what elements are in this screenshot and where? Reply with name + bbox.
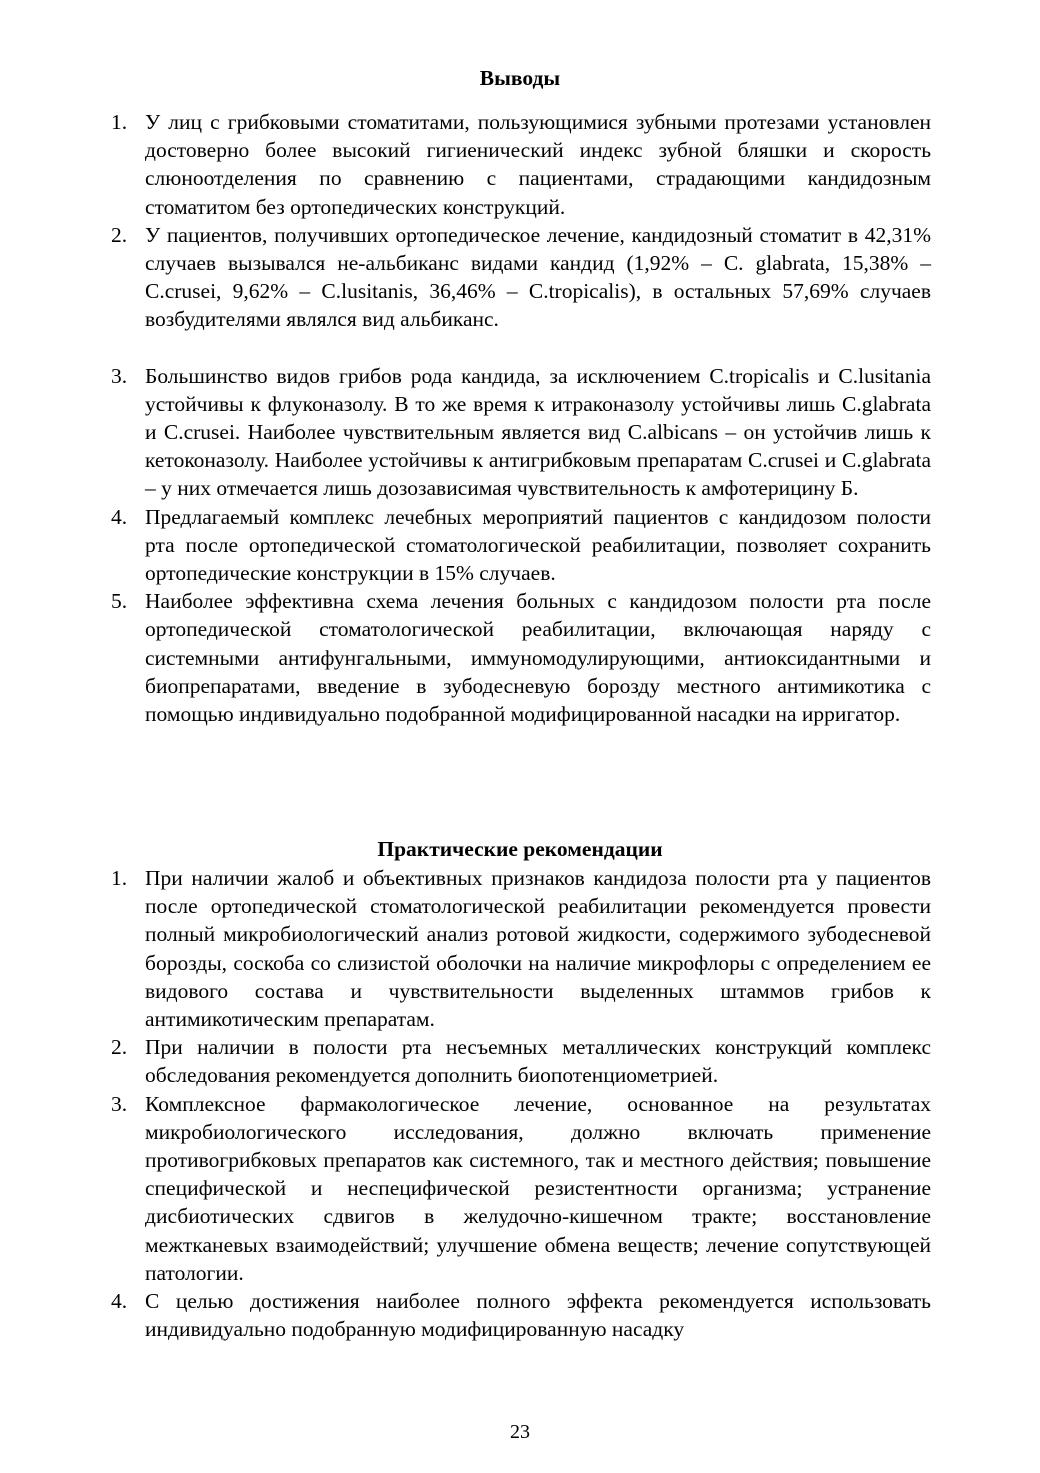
item-number: 3. xyxy=(111,363,128,388)
conclusions-list xyxy=(111,108,931,728)
item-text: Комплексное фармакологическое лечение, основанное на результатах микробиологического исследования, должно включать применение противогрибковых препаратов как системного, так и местного действия; повышение специфической и неспецифической резистентности организма; устранение дисбиотических сдвигов в желудочно-кишечном тракте; восстановление межтканевых взаимодействий; улучшение обмена веществ; лечение сопутствующей патологии. xyxy=(145,1091,931,1285)
item-number: 5. xyxy=(111,589,128,614)
list-item xyxy=(111,221,931,334)
item-number: 1. xyxy=(111,866,128,890)
item-number: 2. xyxy=(111,222,128,247)
item-text: Наиболее эффективна схема лечения больных с кандидозом полости рта после ортопедической стоматологической реабилитации, включающая наряду с системными антифунгальными, иммуномодулирующими, антиоксидантными и биопрепаратами, введение в зубодесневую борозду местного антимикотика с помощью индивидуально подобранной модифицированной насадки на ирригатор. xyxy=(145,589,931,727)
recommendations-list xyxy=(111,864,931,1343)
list-item xyxy=(111,1090,931,1287)
list-item xyxy=(111,362,931,503)
item-number: 3. xyxy=(111,1091,128,1116)
item-number: 2. xyxy=(111,1035,128,1060)
item-number: 4. xyxy=(111,1289,128,1314)
list-item xyxy=(111,1287,931,1343)
item-text: С целью достижения наиболее полного эффекта рекомендуется использовать индивидуально подобранную модифицированную насадку xyxy=(145,1289,931,1342)
list-item xyxy=(111,503,931,588)
item-text: У лиц с грибковыми стоматитами, пользующимися зубными протезами установлен достоверно более высокий гигиенический индекс зубной бляшки и скорость слюноотделения по сравнению с пациентами, страдающими кандидозным стоматитом без ортопедических конструкций. xyxy=(145,110,931,219)
item-number: 1. xyxy=(111,110,128,134)
recommendations-heading: Практические рекомендации xyxy=(377,837,663,861)
item-text: При наличии жалоб и объективных признаков кандидоза полости рта у пациентов после ортопедической стоматологической реабилитации рекомендуется провести полный микробиологический анализ ротовой жидкости, содержимого зубодесневой борозды, соскоба со слизистой оболочки на наличие микрофлоры с определением ее видового состава и чувствительности выделенных штаммов грибов к антимикотическим препаратам. xyxy=(145,866,931,1032)
page-number: 23 xyxy=(510,1421,530,1443)
list-item xyxy=(111,864,931,1033)
list-item xyxy=(111,108,931,221)
list-item xyxy=(111,587,931,728)
item-text: У пациентов, получивших ортопедическое лечение, кандидозный стоматит в 42,31% случаев вызывался не-альбиканс видами кандид (1,92% – C. glabrata, 15,38% – C.crusei, 9,62% – C.lusitanis, 36,46% – C.tropicalis), в остальных 57,69% случаев возбудителями являлся вид альбиканс. xyxy=(145,222,931,332)
conclusions-heading: Выводы xyxy=(479,66,561,90)
list-item xyxy=(111,1033,931,1089)
item-text: Предлагаемый комплекс лечебных мероприятий пациентов с кандидозом полости рта после ортопедической стоматологической реабилитации, позволяет сохранить ортопедические конструкции в 15% случаев. xyxy=(145,504,931,586)
item-text: Большинство видов грибов рода кандида, за исключением C.tropicalis и C.lusitania устойчивы к флуконазолу. В то же время к итраконазолу устойчивы лишь C.glabrata и C.crusei. Наиболее чувствительным является вид C.albicans – он устойчив лишь к кетоконазолу. Наиболее устойчивы к антигрибковым препаратам C.crusei и C.glabrata – у них отмечается лишь дозозависимая чувствительность к амфотерицину Б. xyxy=(145,363,931,501)
item-number: 4. xyxy=(111,504,128,529)
item-text: При наличии в полости рта несъемных металлических конструкций комплекс обследования рекомендуется дополнить биопотенциометрией. xyxy=(145,1035,931,1088)
